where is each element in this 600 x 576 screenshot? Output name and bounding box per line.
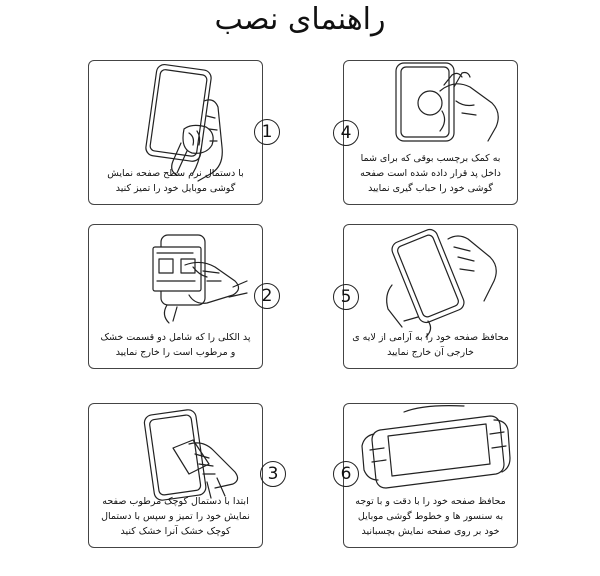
step-text-1: با دستمال نرم سطح صفحه نمایش گوشی موبایل خود را تمیز کنید <box>107 168 244 194</box>
step-text-3: ابتدا با دستمال کوچک مرطوب صفحه نمایش خود را تمیز و سپس با دستمال کوچک خشک آنرا خشک کنید <box>101 496 250 537</box>
step-card-4 <box>343 60 518 205</box>
step-number-5: 5 <box>333 284 359 310</box>
step-number-2: 2 <box>254 283 280 309</box>
step-text-5: محافظ صفحه خود را به آرامی از لایه ی خارجی آن خارج نمایید <box>352 332 509 358</box>
step-card-1 <box>88 60 263 205</box>
step-card-3 <box>88 403 263 548</box>
step-number-6: 6 <box>333 461 359 487</box>
page-title: راهنمای نصب <box>214 2 386 37</box>
step-number-3: 3 <box>260 461 286 487</box>
step-text-2: پد الکلی را که شامل دو قسمت خشک و مرطوب است را خارج نمایید <box>100 332 251 358</box>
step-card-5 <box>343 224 518 369</box>
step-card-2 <box>88 224 263 369</box>
step-text-4: به کمک برچسب بوقی که برای شما داخل پد قرار داده شده است صفحه گوشی خود را حباب گیری نمایید <box>360 153 501 194</box>
step-text-6: محافظ صفحه خود را با دقت و با توجه به سنسور ها و خطوط گوشی موبایل خود بر روی صفحه نمایش بچسبانید <box>355 496 506 537</box>
step-number-1: 1 <box>254 119 280 145</box>
step-number-4: 4 <box>333 120 359 146</box>
step-card-6 <box>343 403 518 548</box>
